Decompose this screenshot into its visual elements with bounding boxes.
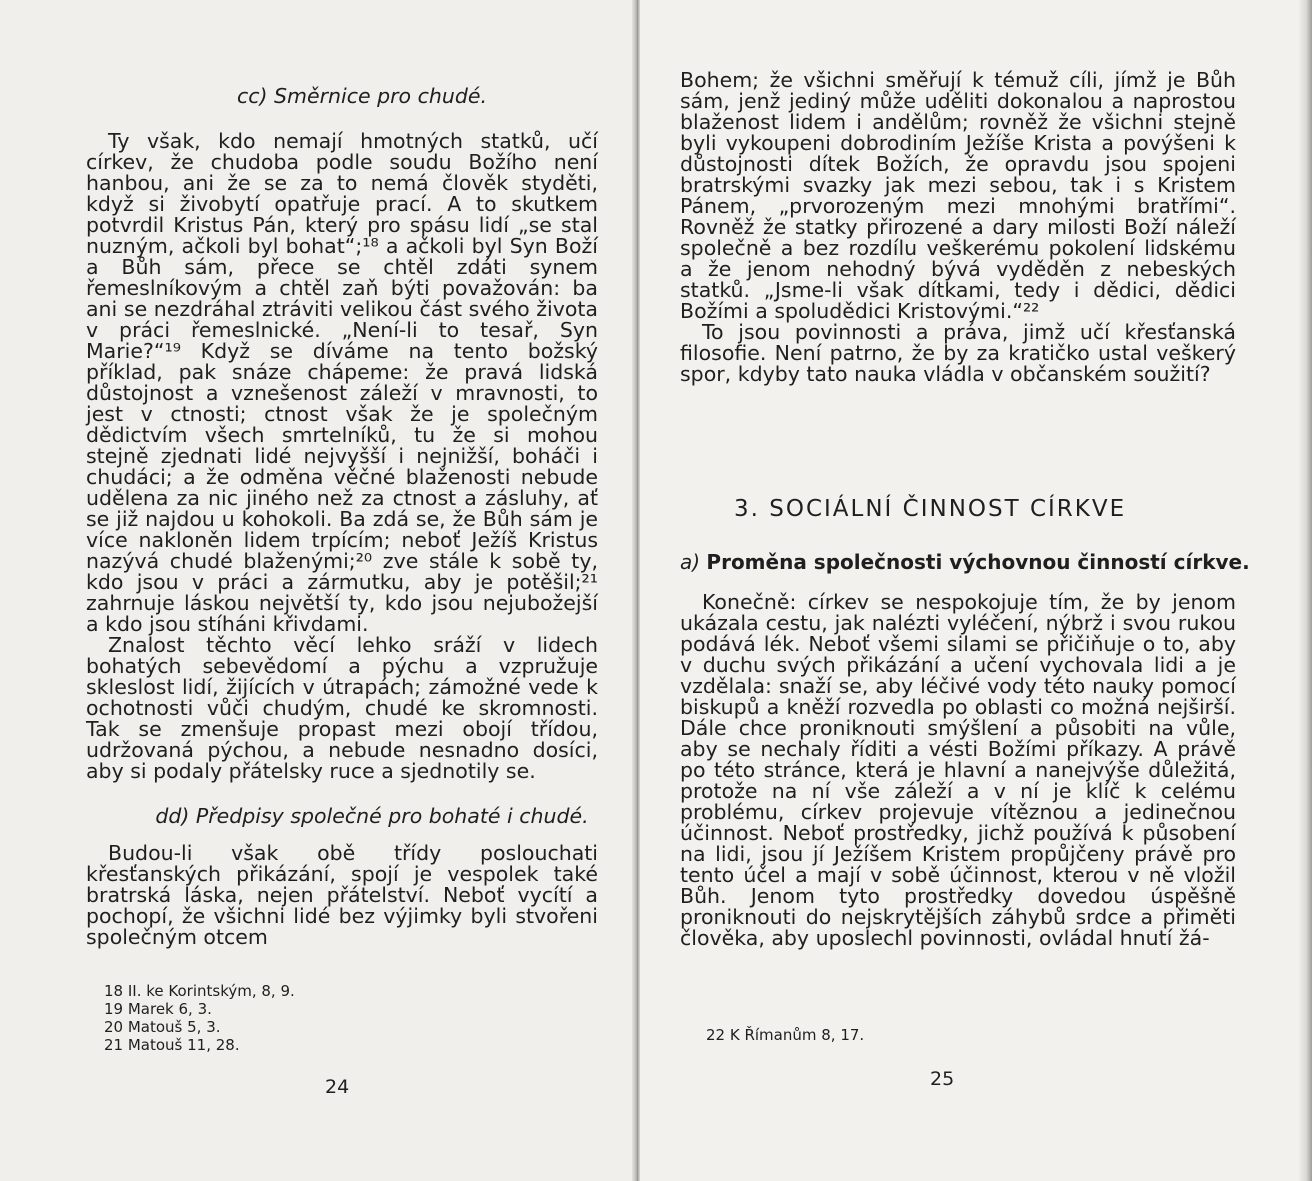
page-number-right: 25	[930, 1068, 955, 1090]
page-edge	[1298, 0, 1312, 1181]
section-title: 3. SOCIÁLNÍ ČINNOST CÍRKVE	[734, 496, 1127, 522]
left-paragraph-1: Ty však, kdo nemají hmotných statků, učí církev, že chudoba podle soudu Božího není hanbou, ani že se za to nemá člověk styděti, když si živobytí opatřuje prací. A to skutkem potvrdil Kristus Pán, který pro spásu lidí „se stal nuzným, ačkoli byl bohat“;¹⁸ a ačkoli byl Syn Boží a Bůh sám, přece se chtěl zdáti synem řemeslníkovým a chtěl zaň býti považován: ba ani se nezdráhal ztráviti velikou část svého života v práci řemeslnické. „Není-li to tesař, Syn Marie?“¹⁹ Když se díváme na tento božský příklad, pak snáze chápeme: že pravá lidská důstojnost a vznešenost záleží v mravnosti, to jest v ctnosti; ctnost však že je společným dědictvím všech smrtelníků, tu že si mohou stejně zjednati lidé nejvyšší i nejnižší, boháči i chudáci; a že odměna věčné blaženosti nebude udělena za nic jiného než za ctnost a zásluhy, ať se již najdou u kohokoli. Ba zdá se, že Bůh sám je více nakloněn lidem trpícím; neboť Ježíš Kristus nazývá chudé blaženými;²⁰ zve stále k sobě ty, kdo jsou v práci a zármutku, aby je potěšil;²¹ zahrnuje láskou největší ty, kdo jsou nejubožejší a kdo jsou stíháni křivdami.	[86, 129, 598, 636]
left-text-block	[86, 86, 598, 948]
right-page	[640, 0, 1312, 1181]
right-paragraph-3: Konečně: církev se nespokojuje tím, že by jenom ukázala cestu, jak nalézti vyléčení, nýbrž i svou rukou podává lék. Neboť všemi silami se přičiňuje o to, aby v duchu svých přikázání a učení vychovala lidi a je vzdělala: snaží se, aby léčivé vody této nauky pomocí biskupů a kněží rozvedla po oblasti co možná nejširší. Dále chce proniknouti smýšlení a působiti na vůle, aby se nechaly říditi a vésti Božími příkazy. A právě po této stránce, která je hlavní a nanejvýše důležitá, protože na ní vše záleží a v ní je klíč k celému problému, církev projevuje vítěznou a jedinečnou účinnost. Neboť prostředky, jichž používá k působení na lidi, jsou jí Ježíšem Kristem propůjčeny právě pro tento účel a mají v sobě účinnost, kterou v ně vložil Bůh. Jenom tyto prostředky dovedou úspěšně proniknouti do nejskrytějších záhybů srdce a přiměti člověka, aby uposlechl povinnosti, ovládal hnutí žá-	[680, 590, 1236, 950]
sub-heading-prefix: a)	[680, 550, 701, 574]
right-paragraph-1: Bohem; že všichni směřují k témuž cíli, jímž je Bůh sám, jenž jediný může uděliti dokonalou a naprostou blaženost lidem i andělům; rovněž že všichni stejně byli vykoupeni dobrodiním Ježíše Krista a povýšeni k důstojnosti dítek Božích, že opravdu jsou spojeni bratrskými svazky jak mezi sebou, tak i s Kristem Pánem, „prvorozeným mezi mnohými bratřími“. Rovněž že statky přirozené a dary milosti Boží náleží společně a bez rozdílu veškerému pokolení lidskému a že jenom nehodný bývá vyděděn z nebeských statků. „Jsme-li však dítkami, tedy i dědici, dědici Božími a spoludědici Kristovými.“²²	[680, 68, 1236, 323]
footnote-19: 19 Marek 6, 3.	[104, 1000, 212, 1018]
footnote-20: 20 Matouš 5, 3.	[104, 1018, 221, 1036]
left-paragraph-3: Budou-li však obě třídy poslouchati křesťanských přikázání, spojí je vespolek také bratrská láska, nejen přátelství. Neboť vycítí a pochopí, že všichni lidé bez výjimky byli stvořeni společným otcem	[86, 841, 598, 949]
footnote-18: 18 II. ke Korintským, 8, 9.	[104, 982, 295, 1000]
page-number-left: 24	[325, 1076, 350, 1098]
heading-dd: dd) Předpisy společné pro bohaté i chudé.	[155, 804, 589, 828]
right-paragraph-2: To jsou povinnosti a práva, jimž učí křesťanská filosofie. Není patrno, že by za kratičko ustal veškerý spor, kdyby tato nauka vládla v občanském soužití?	[680, 320, 1236, 386]
right-text-top	[680, 70, 1236, 385]
heading-cc: cc) Směrnice pro chudé.	[236, 84, 488, 108]
left-page	[0, 0, 636, 1181]
sub-heading-title: Proměna společnosti výchovnou činností církve.	[706, 550, 1250, 574]
footnote-21: 21 Matouš 11, 28.	[104, 1036, 240, 1054]
footnote-22: 22 K Římanům 8, 17.	[706, 1026, 865, 1044]
right-footnotes	[706, 1026, 864, 1044]
sub-heading	[680, 550, 1250, 574]
left-footnotes	[104, 982, 295, 1054]
left-paragraph-2: Znalost těchto věcí lehko sráží v lidech bohatých sebevědomí a pýchu a vzpružuje skleslost lidí, žijících v útrapách; zámožné vede k ochotnosti vůči chudým, chudé ke skromnosti. Tak se zmenšuje propast mezi obojí třídou, udržovaná pýchou, a nebude nesnadno dosíci, aby si podaly přátelsky ruce a sjednotily se.	[86, 633, 598, 783]
right-text-bottom	[680, 592, 1236, 949]
